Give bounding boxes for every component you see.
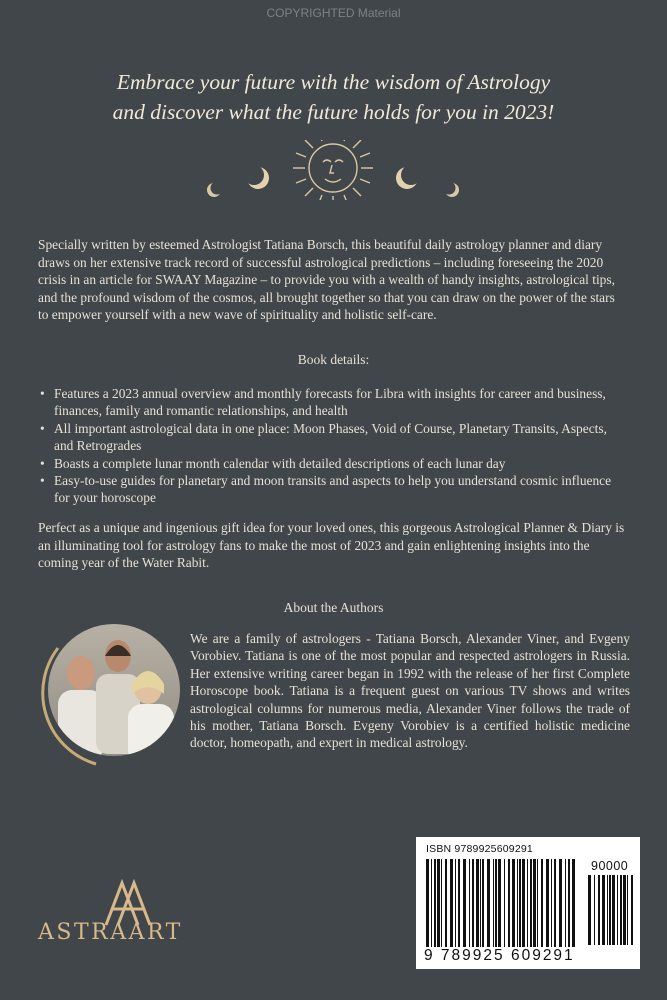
book-details-heading: Book details: xyxy=(297,352,370,367)
barcode-bar xyxy=(498,859,501,947)
isbn-label: ISBN 9789925609291 xyxy=(426,843,533,855)
barcode-bar xyxy=(551,859,552,947)
barcode-bar xyxy=(533,859,536,947)
barcode-bar xyxy=(631,875,633,945)
list-item xyxy=(38,385,628,420)
barcode-bar xyxy=(627,875,628,945)
crescent-moon-icon xyxy=(443,182,460,198)
barcode-bar xyxy=(620,875,622,945)
barcode-bar xyxy=(602,875,605,945)
barcode-bar xyxy=(493,859,494,947)
moon-phases-ornament xyxy=(0,140,667,200)
barcode-digits: 9 789925 609291 xyxy=(424,947,575,964)
barcode-bar xyxy=(594,875,595,945)
barcode-bar xyxy=(445,859,447,947)
barcode-bar xyxy=(476,859,479,947)
headline-line-2: and discover what the future holds for you in 2023! xyxy=(112,100,555,124)
barcode-bar xyxy=(537,859,538,947)
crescent-moon-icon xyxy=(396,165,421,189)
intro-paragraph: Specially written by esteemed Astrologist Tatiana Borsch, this beautiful daily astrology planner and diary draws on her extensive track record of successful astrological predictions – including foreseeing the 2020 crisis in an article for SWAAY Magazine – to provide you with a wealth of handy insights, astrological tips, and the profound wisdom of the cosmos, all brought together so that you can draw on the power of the stars to empower yourself with a new wave of spirituality and holistic self-care. xyxy=(38,237,615,323)
sun-face-icon xyxy=(293,140,373,200)
barcode-bar xyxy=(482,859,484,947)
about-authors-text: We are a family of astrologers - Tatiana Borsch, Alexander Viner, and Evgeny Vorobiev. Tatiana is one of the most popular and respected astrologers in Russia. Her extensive writing career began in 1992 with the release of her first Complete Horoscope book. Tatiana is a frequent guest on various TV shows and writes astrological columns for numerous media, Alexander Viner follows the trade of his mother, Tatiana Borsch. Evgeny Vorobiev is a certified holistic medicine doctor, homeopath, and expert in medical astrology. xyxy=(190,631,630,751)
barcode-bar xyxy=(508,859,510,947)
price-code: 90000 xyxy=(591,859,629,873)
barcode-bar xyxy=(607,875,608,945)
barcode-bar xyxy=(455,859,456,947)
gift-paragraph: Perfect as a unique and ingenious gift idea for your loved ones, this gorgeous Astrological Planner & Diary is an illuminating tool for astrology fans to make the most of 2023 and gain enlightening insights into the coming year of the Water Rabit. xyxy=(38,520,625,571)
barcode-bar xyxy=(527,859,528,947)
price-barcode-bars xyxy=(588,875,634,945)
list-item-text: All important astrological data in one place: Moon Phases, Void of Course, Planetary Transits, Aspects, and Retrogrades xyxy=(54,420,607,454)
barcode-bar xyxy=(517,859,518,947)
barcode-bar xyxy=(572,859,575,947)
authors-photo xyxy=(36,618,184,766)
barcode-bar xyxy=(450,859,453,947)
barcode-bar xyxy=(472,859,474,947)
barcode-bar xyxy=(495,859,497,947)
barcode-bar xyxy=(554,859,556,947)
barcode-bar xyxy=(437,859,440,947)
about-heading: About the Authors xyxy=(283,600,384,615)
crescent-moon-icon xyxy=(207,182,224,198)
barcode-bar xyxy=(441,859,442,947)
barcode-bar xyxy=(458,859,460,947)
barcode-bar xyxy=(522,859,525,947)
barcode-bar xyxy=(431,859,432,947)
barcode-bars xyxy=(426,859,576,947)
headline-line-1: Embrace your future with the wisdom of Astrology xyxy=(116,70,551,94)
barcode-bar xyxy=(609,875,611,945)
list-item-text: Easy-to-use guides for planetary and moon transits and aspects to help you understand cosmic influence for your horoscope xyxy=(54,473,612,506)
list-item xyxy=(38,455,628,472)
list-item xyxy=(38,420,628,455)
barcode-bar xyxy=(617,875,618,945)
publisher-name: ASTRAART xyxy=(38,920,183,945)
list-item xyxy=(38,472,628,507)
barcode-bar xyxy=(598,875,600,945)
barcode-bar xyxy=(546,859,549,947)
barcode-bar xyxy=(487,859,490,947)
barcode-bar xyxy=(559,859,562,947)
bullet-marker: • xyxy=(40,455,45,471)
crescent-moon-icon xyxy=(244,165,269,189)
barcode-bar xyxy=(568,859,570,947)
copyright-watermark: COPYRIGHTED Material xyxy=(266,6,401,20)
barcode-bar xyxy=(463,859,466,947)
barcode-bar xyxy=(480,859,481,947)
barcode-bar xyxy=(512,859,515,947)
barcode-bar xyxy=(469,859,470,947)
barcode-bar xyxy=(504,859,505,947)
barcode-bar xyxy=(541,859,543,947)
barcode-bar xyxy=(530,859,532,947)
barcode-bar xyxy=(612,875,615,945)
bullet-marker: • xyxy=(40,386,45,401)
barcode-bar xyxy=(565,859,566,947)
bullet-marker: • xyxy=(40,473,45,489)
barcode-bar xyxy=(588,875,591,945)
list-item-text: Features a 2023 annual overview and monthly forecasts for Libra with insights for career and business, finances, family and romantic relationships, and health xyxy=(54,386,606,419)
barcode-bar xyxy=(426,859,429,947)
headline xyxy=(40,67,627,127)
bullet-marker: • xyxy=(40,420,45,436)
barcode-bar xyxy=(519,859,521,947)
isbn-barcode xyxy=(416,837,640,969)
barcode-bar xyxy=(623,875,626,945)
list-item-text: Boasts a complete lunar month calendar with detailed descriptions of each lunar day xyxy=(54,455,506,471)
barcode-bar xyxy=(434,859,436,947)
book-details-list xyxy=(38,385,628,507)
